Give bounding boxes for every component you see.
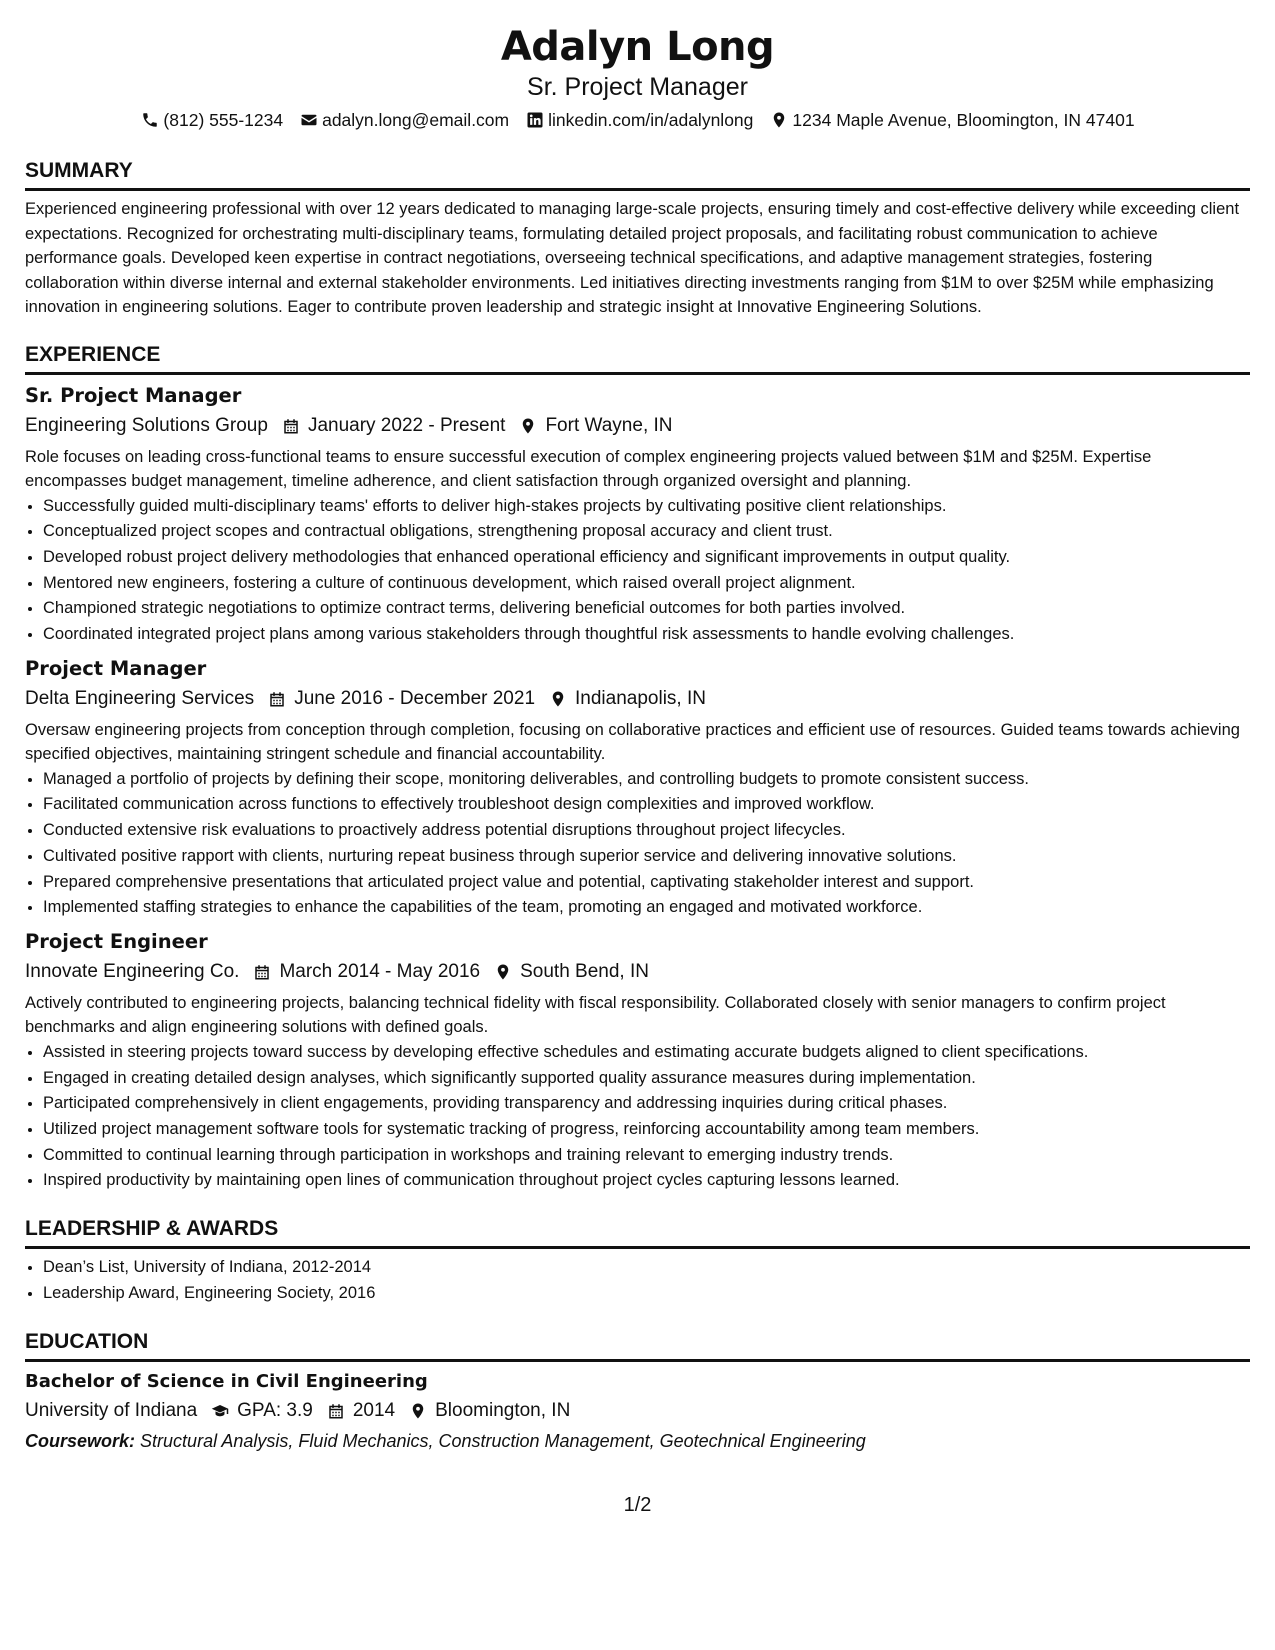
bullet-item: • Assisted in steering projects toward success by developing effective schedules and estimating accurate budgets aligned to client specifications. [43,1040,1250,1066]
contact-bar [25,108,1250,132]
bullet-item: • Coordinated integrated project plans among various stakeholders through thoughtful risk assessments to handle evolving challenges. [43,622,1250,648]
bullet-item: • Successfully guided multi-disciplinary teams' efforts to deliver high-stakes projects by cultivating positive client relationships. [43,494,1250,520]
experience-heading: EXPERIENCE [25,342,1250,375]
award-item: • Dean’s List, University of Indiana, 2012-2014 [43,1255,1250,1281]
coursework-list: Structural Analysis, Fluid Mechanics, Construction Management, Geotechnical Engineering [140,1430,866,1451]
job-title: Sr. Project Manager [25,383,242,407]
job-description: Role focuses on leading cross-functional teams to ensure successful execution of complex engineering projects valued between $1M and $25M. Expertise encompasses budget management, timeline adherence, and client satisfaction through organized oversight and planning. [25,447,1152,490]
linkedin-text: linkedin.com/in/adalynlong [548,110,754,130]
phone-text: (812) 555-1234 [163,110,284,130]
contact-phone [140,108,283,132]
education-degree: Bachelor of Science in Civil Engineering [25,1370,428,1392]
bullet-item: • Conceptualized project scopes and contractual obligations, strengthening proposal accuracy and client trust. [43,519,1250,545]
bullet-item: • Utilized project management software tools for systematic tracking of progress, reinforcing accountability among team members. [43,1117,1250,1143]
bullet-item: • Facilitated communication across functions to effectively troubleshoot design complexities and improved workflow. [43,792,1250,818]
job-bullets [25,1040,1250,1194]
job-company: Delta Engineering Services [25,687,255,709]
bullet-item: • Championed strategic negotiations to optimize contract terms, delivering beneficial outcomes for both parties involved. [43,596,1250,622]
job-meta [25,684,1250,714]
awards-list [25,1255,1250,1306]
page-number: 1/2 [623,1494,652,1516]
candidate-name: Adalyn Long [500,24,775,70]
map-pin-icon [407,1400,429,1422]
resume-header [25,22,1250,132]
job-description: Oversaw engineering projects from conception through completion, focusing on collaborative practices and efficient use of resources. Guided teams towards achieving specified objectives, maintaining stringent schedule and financial accountability. [25,720,1240,764]
bullet-item: • Committed to continual learning through participation in workshops and training relevant to emerging industry trends. [43,1143,1250,1169]
job-company: Innovate Engineering Co. [25,960,240,982]
address-text: 1234 Maple Avenue, Bloomington, IN 47401 [792,110,1135,130]
education-location: Bloomington, IN [435,1399,571,1421]
bullet-item: • Participated comprehensively in client engagements, providing transparency and addressing inquiries during critical phases. [43,1091,1250,1117]
award-item: • Leadership Award, Engineering Society, 2016 [43,1281,1250,1307]
contact-email[interactable] [299,108,509,132]
summary-text: Experienced engineering professional with over 12 years dedicated to managing large-scale projects, ensuring timely and cost-effective delivery while exceeding client expectations. Recognized for orchestrating multi-disciplinary teams, formulating detailed project proposals, and facilitating robust communication to achieve performance goals. Developed keen expertise in contract negotiations, overseeing technical specifications, and adaptive management strategies, fostering collaboration within diverse internal and external stakeholder environments. Led initiatives directing investments ranging from $1M to over $25M while emphasizing innovation in engineering solutions. Eager to contribute proven leadership and strategic insight at Innovative Engineering Solutions. [25,200,1240,316]
bullet-item: • Inspired productivity by maintaining open lines of communication throughout project cycles capturing lessons learned. [43,1168,1250,1194]
email-text: adalyn.long@email.com [322,110,510,130]
job-location: South Bend, IN [520,960,649,982]
coursework-label: Coursework: [25,1430,136,1451]
job-entry [25,927,1250,1194]
graduation-cap-icon [209,1400,231,1422]
bullet-item: • Engaged in creating detailed design analyses, which significantly supported quality assurance measures during implementation. [43,1066,1250,1092]
bullet-item: • Developed robust project delivery methodologies that enhanced operational efficiency and significant improvements in output quality. [43,545,1250,571]
job-entry [25,381,1250,648]
bullet-item: • Prepared comprehensive presentations that articulated project value and potential, captivating stakeholder interest and support. [43,870,1250,896]
map-pin-icon [517,415,539,437]
contact-address [769,108,1134,132]
job-bullets [25,767,1250,921]
calendar-icon [251,961,273,983]
job-title: Project Engineer [25,929,208,953]
linkedin-icon [525,110,545,130]
envelope-icon [299,110,319,130]
calendar-icon [325,1400,347,1422]
education-year: 2014 [352,1399,396,1421]
job-dates: March 2014 - May 2016 [279,960,481,982]
education-meta [25,1396,1250,1426]
education-coursework [25,1426,1250,1456]
bullet-item: • Mentored new engineers, fostering a culture of continuous development, which raised overall project alignment. [43,571,1250,597]
bullet-item: • Managed a portfolio of projects by defining their scope, monitoring deliverables, and controlling budgets to promote consistent success. [43,767,1250,793]
map-pin-icon [769,110,789,130]
job-meta [25,957,1250,987]
candidate-title: Sr. Project Manager [527,73,748,101]
job-bullets [25,494,1250,648]
resume-page [25,22,1250,1456]
job-meta [25,411,1250,441]
summary-heading: SUMMARY [25,158,1250,191]
job-description: Actively contributed to engineering projects, balancing technical fidelity with fiscal responsibility. Collaborated closely with senior managers to confirm project benchmarks and align engineering solutions with defined goals. [25,993,1166,1037]
contact-linkedin[interactable] [525,108,753,132]
bullet-item: • Implemented staffing strategies to enhance the capabilities of the team, promoting an engaged and motivated workforce. [43,895,1250,921]
phone-icon [140,110,160,130]
job-dates: January 2022 - Present [307,414,506,436]
job-title: Project Manager [25,656,207,680]
job-entry [25,654,1250,921]
job-location: Indianapolis, IN [575,687,706,709]
education-school: University of Indiana [25,1399,198,1421]
education-gpa: GPA: 3.9 [237,1399,313,1421]
education-heading: EDUCATION [25,1329,1250,1362]
job-company: Engineering Solutions Group [25,414,268,436]
map-pin-icon [547,688,569,710]
bullet-item: • Conducted extensive risk evaluations to proactively address potential disruptions throughout project lifecycles. [43,818,1250,844]
awards-heading: LEADERSHIP & AWARDS [25,1216,1250,1249]
calendar-icon [280,415,302,437]
calendar-icon [266,688,288,710]
job-dates: June 2016 - December 2021 [294,687,536,709]
job-location: Fort Wayne, IN [545,414,673,436]
bullet-item: • Cultivated positive rapport with clients, nurturing repeat business through superior service and delivering innovative solutions. [43,844,1250,870]
map-pin-icon [492,961,514,983]
